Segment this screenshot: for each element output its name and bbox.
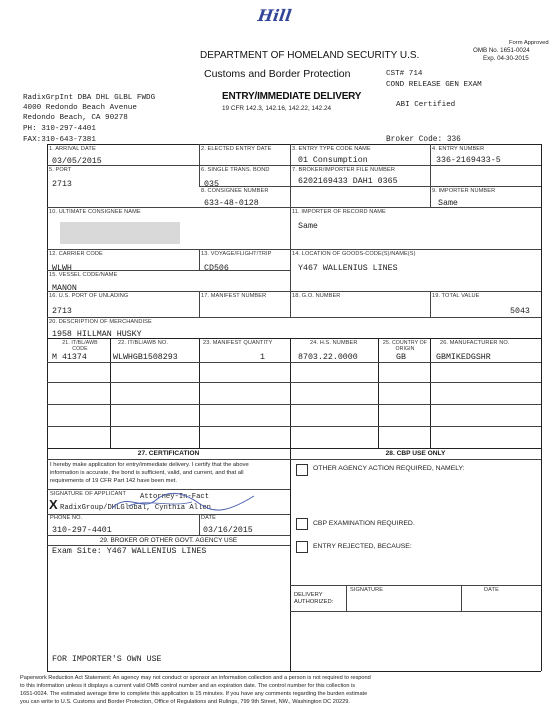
broker-street: 4000 Redondo Beach Avenue xyxy=(23,104,137,112)
description-value: 1958 HILLMAN HUSKY xyxy=(52,330,142,339)
port-unlading-label: 16. U.S. PORT OF UNLADING xyxy=(49,293,129,299)
entry-type-label: 3. ENTRY TYPE CODE NAME xyxy=(292,146,371,152)
other-agency-label: OTHER AGENCY ACTION REQUIRED, NAMELY: xyxy=(313,465,465,472)
date-label: DATE xyxy=(201,515,216,521)
cert-text-2: information is accurate, the bond is sufficient, valid, and current, and that all xyxy=(50,470,244,476)
row-hs-number: 8703.22.0000 xyxy=(298,353,358,362)
importer-of-record-value: Same xyxy=(298,222,318,231)
row-country: GB xyxy=(396,353,406,362)
entry-number-value: 336-2169433-5 xyxy=(436,156,501,165)
signature-applicant-label: SIGNATURE OF APPLICANT xyxy=(50,491,127,497)
row-quantity: 1 xyxy=(260,353,265,362)
consignee-number-label: 8. CONSIGNEE NUMBER xyxy=(201,188,269,194)
broker-agency-use-header: 29. BROKER OR OTHER GOVT. AGENCY USE xyxy=(99,537,238,544)
broker-file-label: 7. BROKER/IMPORTER FILE NUMBER xyxy=(292,167,395,173)
row-awb-no: WLWHGB1508293 xyxy=(113,353,178,362)
cbp-exam-label: CBP EXAMINATION REQUIRED. xyxy=(313,520,415,527)
port-unlading-value: 2713 xyxy=(52,307,72,316)
arrival-date-value: 03/05/2015 xyxy=(52,157,102,166)
cbp-use-header: 28. CBP USE ONLY xyxy=(385,450,446,457)
ultimate-consignee-label: 10. ULTIMATE CONSIGNEE NAME xyxy=(49,209,141,215)
single-trans-bond-label: 6. SINGLE TRANS. BOND xyxy=(201,167,270,173)
certification-header: 27. CERTIFICATION xyxy=(137,450,200,457)
abi-certified: ABI Certified xyxy=(396,101,456,109)
delivery-authorized-label: DELIVERY AUTHORIZED: xyxy=(294,592,334,605)
cbp-signature-label: SIGNATURE xyxy=(350,587,384,593)
manufacturer-no-label: 26. MANUFACTURER NO. xyxy=(440,340,510,346)
description-label: 20. DESCRIPTION OF MERCHANDISE xyxy=(49,319,152,325)
it-bl-awb-code-label: 21. IT/BL/AWB CODE xyxy=(62,340,98,352)
broker-file-value: 6202169433 DAH1 0365 xyxy=(298,177,398,186)
port-value: 2713 xyxy=(52,180,72,189)
cert-text-1: I hereby make application for entry/immediate delivery. I certify that the above xyxy=(50,462,249,468)
cond-release: COND RELEASE GEN EXAM xyxy=(386,81,482,89)
vessel-code-label: 15. VESSEL CODE/NAME xyxy=(49,272,118,278)
cert-text-3: requirements of 19 CFR Part 142 have been met. xyxy=(50,478,177,484)
arrival-date-label: 1. ARRIVAL DATE xyxy=(49,146,96,152)
total-value-label: 19. TOTAL VALUE xyxy=(432,293,480,299)
omb-expiration: Exp. 04-30-2015 xyxy=(483,55,529,62)
voyage-label: 13. VOYAGE/FLIGHT/TRIP xyxy=(201,251,272,257)
cbp-exam-checkbox[interactable] xyxy=(296,518,308,530)
agency-title: DEPARTMENT OF HOMELAND SECURITY U.S. xyxy=(200,50,420,61)
importer-own-use: FOR IMPORTER'S OWN USE xyxy=(52,655,162,664)
go-number-label: 18. G.O. NUMBER xyxy=(292,293,341,299)
importer-of-record-label: 11. IMPORTER OF RECORD NAME xyxy=(292,209,386,215)
entry-rejected-checkbox[interactable] xyxy=(296,541,308,553)
broker-name: RadixGrpInt DBA DHL GLBL FWDG xyxy=(23,94,156,102)
importer-number-value: Same xyxy=(438,199,458,208)
signature-typed: RadixGroup/DHLGlobal, Cynthia Allen xyxy=(60,504,211,512)
country-of-origin-label: 25. COUNTRY OF ORIGIN xyxy=(382,340,428,352)
cbp-date-label: DATE xyxy=(484,587,499,593)
port-label: 5. PORT xyxy=(49,167,72,173)
signature-attorney: Attorney-In-Fact xyxy=(140,493,210,501)
other-agency-checkbox[interactable] xyxy=(296,464,308,476)
handwritten-name: Hill xyxy=(256,6,293,25)
row-manufacturer: GBMIKEDGSHR xyxy=(436,353,491,362)
consignee-number-value: 633-48-0128 xyxy=(204,199,259,208)
manifest-number-label: 17. MANIFEST NUMBER xyxy=(201,293,267,299)
omb-number: OMB No. 1651-0024 xyxy=(473,47,530,54)
paperwork-line-1: Paperwork Reduction Act Statement: An agency may not conduct or sponsor an information collection and a person is not required to respond xyxy=(20,675,371,681)
hs-number-label: 24. H.S. NUMBER xyxy=(310,340,358,346)
form-title: ENTRY/IMMEDIATE DELIVERY xyxy=(222,91,362,102)
carrier-code-value: WLWH xyxy=(52,264,72,273)
total-value-value: 5043 xyxy=(510,307,530,316)
signature-x: X xyxy=(49,497,58,512)
importer-number-label: 9. IMPORTER NUMBER xyxy=(432,188,496,194)
entry-type-value: 01 Consumption xyxy=(298,156,368,165)
location-of-goods-label: 14. LOCATION OF GOODS-CODE(S)/NAME(S) xyxy=(292,251,416,257)
location-of-goods-value: Y467 WALLENIUS LINES xyxy=(298,264,398,273)
manifest-quantity-label: 23. MANIFEST QUANTITY xyxy=(203,340,273,346)
it-bl-awb-no-label: 22. IT/BL/AWB NO. xyxy=(118,340,168,346)
agency-subtitle: Customs and Border Protection xyxy=(204,68,351,80)
paperwork-line-4: you can write to U.S. Customs and Border Protection, Office of Regulations and Rulings, 799 9th Street, NW., Washington DC 20229. xyxy=(20,699,350,705)
carrier-code-label: 12. CARRIER CODE xyxy=(49,251,103,257)
form-cfr: 19 CFR 142.3, 142.16, 142.22, 142.24 xyxy=(222,105,332,112)
paperwork-line-3: 1651-0024. The estimated average time to complete this application is 15 minutes. If you have any comments regarding the burden estimate xyxy=(20,691,368,697)
broker-phone: PH: 310-297-4401 xyxy=(23,125,96,133)
broker-code: Broker Code: 336 xyxy=(386,136,461,144)
voyage-value: CD506 xyxy=(204,264,229,273)
entry-number-label: 4. ENTRY NUMBER xyxy=(432,146,485,152)
single-trans-bond-value: 035 xyxy=(204,180,219,189)
row-code: M 41374 xyxy=(52,353,87,362)
phone-value: 310-297-4401 xyxy=(52,526,112,535)
cst-number: CST# 714 xyxy=(386,70,423,78)
exam-site: Exam Site: Y467 WALLENIUS LINES xyxy=(52,547,207,556)
redacted-consignee-name xyxy=(60,222,180,244)
paperwork-line-2: to this information unless it displays a current valid OMB control number and an expiration date. The control number for this collection is xyxy=(20,683,356,689)
broker-city: Redondo Beach, CA 90278 xyxy=(23,114,128,122)
phone-label: PHONE NO. xyxy=(50,515,83,521)
elected-entry-date-label: 2. ELECTED ENTRY DATE xyxy=(201,146,272,152)
vessel-code-value: MANON xyxy=(52,284,77,293)
form-approved-line1: Form Approved xyxy=(509,40,549,46)
handwritten-signature xyxy=(108,488,258,514)
date-value: 03/16/2015 xyxy=(203,526,253,535)
entry-rejected-label: ENTRY REJECTED, BECAUSE: xyxy=(313,543,412,550)
broker-fax: FAX:310-643-7381 xyxy=(23,136,96,144)
